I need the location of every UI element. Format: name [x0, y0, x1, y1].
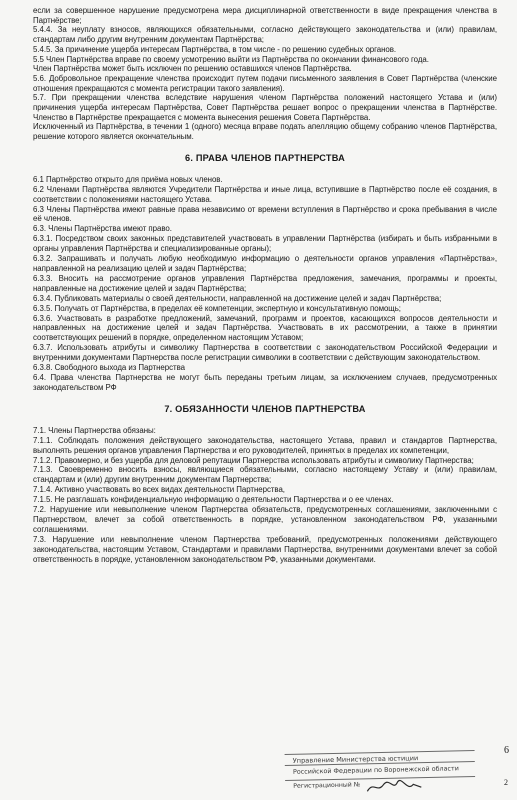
paragraph: 6.3.6. Участвовать в разработке предложений, замечаний, программ и проектов, касающихся вопросов деятельности и направленных на достижение целей и задач Партнёрства. Участвовать в их рассмотрении, а также в принятии соответствующих решений в порядке, определенном настоящим Уставом;	[33, 313, 497, 343]
paragraph: Член Партнёрства может быть исключен по решению оставшихся членов Партнёрства.	[33, 64, 352, 74]
paragraph: 6.3 Члены Партнёрства имеют равные права независимо от времени вступления в Партнёрство и срока пребывания в числе её членов.	[33, 204, 497, 224]
paragraph: 5.4.4. За неуплату взносов, являющихся обязательными, согласно действующего законодательства и (или) правилам, стандартам либо другим внутренним документам Партнёрства;	[33, 25, 497, 45]
stamp-line-1: Управление Министерства юстиции	[292, 754, 419, 765]
paragraph: 7.1.5. Не разглашать конфиденциальную информацию о деятельности Партнерства и о ее членах.	[33, 495, 394, 505]
paragraph: 7.1. Члены Партнерства обязаны:	[33, 425, 156, 435]
paragraph: 6.3.4. Публиковать материалы о своей деятельности, направленной на достижение целей и задач Партнёрства;	[33, 293, 442, 303]
paragraph: 6.3.2. Запрашивать и получать любую необходимую информацию о деятельности органов управления «Партнёрства», направленной на реализацию целей и задач Партнёрства;	[33, 254, 497, 273]
paragraph: 5.5 Член Партнёрства вправе по своему усмотрению выйти из Партнёрства по окончании финансового года.	[33, 54, 429, 64]
page-number-secondary: 2	[504, 778, 508, 787]
stamp-line-3: Регистрационный №	[293, 781, 361, 790]
paragraph: 6.3.1. Посредством своих законных представителей участвовать в управлении Партнёрства (избирать и быть избранными в органы управления Партнёрства и специализированные органы);	[33, 234, 497, 254]
page-number: 6	[504, 745, 509, 756]
paragraph: 6.2 Членами Партнёрства являются Учредители Партнёрства и иные лица, вступившие в Партнёрство после её создания, в соответствии с положениями настоящего Устава.	[33, 184, 497, 204]
paragraph: 5.6. Добровольное прекращение членства происходит путем подачи письменного заявления в Совет Партнёрства (членские отношения прекращаются с момента регистрации такого заявления).	[33, 73, 497, 93]
paragraph: 6.4. Права членства Партнерства не могут быть переданы третьим лицам, за исключением случаев, предусмотренных законодательством РФ	[33, 372, 497, 392]
paragraph: 6.1 Партнёрство открыто для приёма новых членов.	[33, 174, 223, 184]
paragraph: 6.3.8. Свободного выхода из Партнерства	[33, 363, 185, 373]
paragraph: 7.1.3. Своевременно вносить взносы, являющиеся обязательными, согласно настоящему Уставу и (или) правилам, стандартам и (или) другим внутренним документам Партнерства;	[33, 465, 497, 485]
paragraph: 6.3.5. Получать от Партнёрства, в пределах её компетенции, экспертную и консультативную помощь;	[33, 303, 401, 313]
paragraph: 7.1.1. Соблюдать положения действующего законодательства, настоящего Устава, правил и стандартов Партнерства, выполнять решения органов управления Партнерства и его руководителей, принятых в пределах их компетенции,	[33, 435, 497, 455]
section-6-text	[33, 175, 497, 393]
paragraph: если за совершенное нарушение предусмотрена мера дисциплинарной ответственности в виде прекращения членства в Партнёрстве;	[33, 6, 497, 25]
paragraph: 7.2. Нарушение или невыполнение членом Партнерства обязательств, предусмотренных соглашениями, заключенными с Партнерством, влечет за собой ответственность в порядке, установленном законодательством РФ, указанными соглашениями.	[33, 505, 497, 534]
paragraph: 6.3. Члены Партнёрства имеют право.	[33, 224, 172, 234]
section-7-heading: 7. ОБЯЗАННОСТИ ЧЛЕНОВ ПАРТНЕРСТВА	[164, 403, 366, 414]
section-7-text	[33, 426, 497, 565]
section-6-heading: 6. ПРАВА ЧЛЕНОВ ПАРТНЕРСТВА	[185, 152, 345, 163]
paragraph: Исключенный из Партнёрства, в течении 1 (одного) месяца вправе подать апелляцию общему собранию членов Партнёрства, решение которого является окончательным.	[33, 122, 497, 142]
stamp-line-2: Российской Федерации по Воронежской области	[292, 764, 459, 776]
paragraph: 5.7. При прекращении членства вследствие нарушения членом Партнёрства положений настоящего Устава и (или) причинения ущерба интересам Партнёрства, Совет Партнёрства решает вопрос о прекращении членства в Партнёрстве. Членство в Партнёрстве прекращается с момента вынесения решения Совета Партнёрства.	[33, 93, 497, 122]
paragraph: 5.4.5. За причинение ущерба интересам Партнёрства, в том числе - по решению судебных органов.	[33, 44, 397, 54]
paragraph: 7.1.4. Активно участвовать во всех видах деятельности Партнерства,	[33, 485, 285, 495]
paragraph: 7.1.2. Правомерно, и без ущерба для деловой репутации Партнерства использовать атрибуты и символику Партнерства;	[33, 455, 474, 465]
paragraph: 6.3.3. Вносить на рассмотрение органов управления Партнёрства предложения, замечания, программы и проекты, направленные на достижение целей и задач Партнёрства;	[33, 273, 497, 293]
registration-stamp	[285, 749, 476, 797]
paragraph: 6.3.7. Использовать атрибуты и символику Партнерства в соответствии с законодательством Российской Федерации и внутренними документами Партнерства после регистрации символики в соответствии с действующим законодательством.	[33, 343, 497, 363]
paragraph: 7.3. Нарушение или невыполнение членом Партнерства требований, предусмотренных положениями действующего законодательства, настоящим Уставом, Стандартами и правилами Партнерства, внутренними документами влечет за собой ответственность в порядке, установленном законодательством РФ, указанными документами.	[33, 534, 497, 564]
signature-scribble-icon	[365, 778, 425, 795]
section-5-text	[33, 6, 497, 142]
